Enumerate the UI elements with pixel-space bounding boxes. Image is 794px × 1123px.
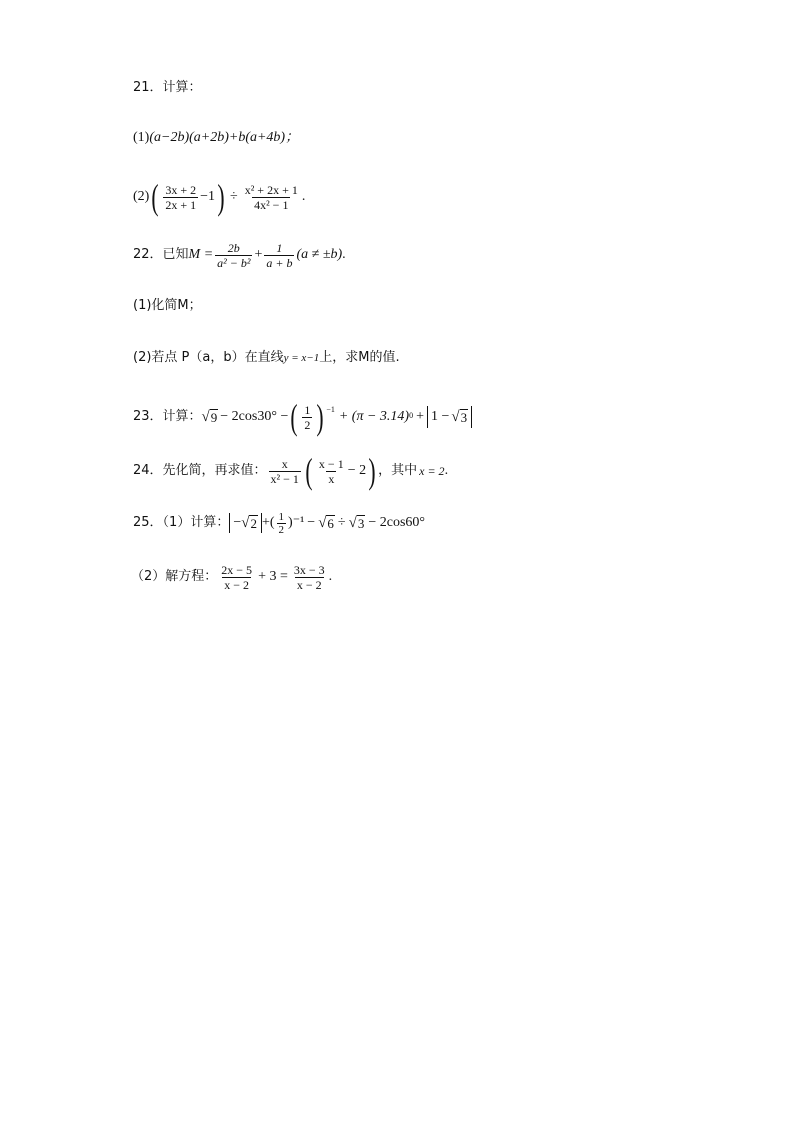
half-fraction xyxy=(302,403,312,432)
q25-absolute-value xyxy=(229,513,262,533)
cos-term: − 2cos30° − xyxy=(220,409,289,424)
fraction-1-numerator: 3x + 2 xyxy=(165,182,197,197)
q25-fraction-1 xyxy=(219,563,254,592)
q25-part2-title: （2）解方程： xyxy=(131,569,218,584)
half-numerator: 1 xyxy=(304,402,311,417)
sqrt-3-radicand: 3 xyxy=(460,410,468,425)
period: . xyxy=(328,569,333,584)
q24-condition: x = 2 xyxy=(419,464,445,478)
q22-fraction-1-denominator: a² − b² xyxy=(217,255,251,270)
q24-statement xyxy=(133,451,449,491)
right-paren: ) xyxy=(368,451,376,491)
abs-inner-text: 1 − xyxy=(431,409,450,424)
plus-open-paren: +( xyxy=(261,515,275,530)
fraction-2-numerator: x² + 2x + 1 xyxy=(244,182,298,197)
q22-fraction-1 xyxy=(215,241,252,270)
period: . xyxy=(444,463,449,478)
q25-fraction-1-denominator: x − 2 xyxy=(224,577,250,592)
close-paren-exponent: )⁻¹ xyxy=(288,515,305,530)
left-paren: ( xyxy=(151,177,159,217)
q24-fraction-2-numerator: x − 1 xyxy=(318,456,344,471)
divide-sign: ÷ xyxy=(337,515,346,530)
sqrt-9-radicand: 9 xyxy=(210,410,218,425)
q25-part1-title: 25．（1）计算： xyxy=(133,515,230,530)
q22-part2-suffix: 上，求M的值. xyxy=(319,350,400,365)
q21-title-text: 21．计算： xyxy=(133,80,202,95)
fraction-2 xyxy=(243,183,300,212)
q22-part1 xyxy=(133,296,202,316)
sqrt-3b-radicand: 3 xyxy=(357,516,365,531)
q22-lhs: M = xyxy=(188,247,214,262)
divide-sign: ÷ xyxy=(230,189,238,204)
exponent-zero: 0 xyxy=(409,411,414,420)
sqrt-6 xyxy=(318,515,335,531)
q21-part2 xyxy=(133,177,306,217)
q22-statement xyxy=(133,238,346,272)
q25-part2 xyxy=(131,560,332,594)
plus-sign: + xyxy=(416,409,424,424)
left-paren: ( xyxy=(305,451,313,491)
sqrt-3b xyxy=(349,515,366,531)
q23-statement xyxy=(133,397,472,437)
q22-fraction-1-numerator: 2b xyxy=(227,240,240,255)
q22-part2-prefix: (2)若点 P（a，b）在直线 xyxy=(133,350,284,365)
sqrt-9 xyxy=(202,409,219,425)
q22-fraction-2 xyxy=(264,241,294,270)
q23-title: 23．计算： xyxy=(133,409,202,424)
q22-title: 22．已知 xyxy=(133,247,189,262)
plus-sign: + xyxy=(254,247,263,262)
absolute-value xyxy=(427,406,472,428)
q21-part1-label: (1) xyxy=(133,130,150,145)
radical-icon: √ xyxy=(201,409,210,425)
pi-term: + (π − 3.14) xyxy=(338,409,410,424)
fraction-1-denominator: 2x + 1 xyxy=(165,197,197,212)
minus-sign: − xyxy=(307,515,316,530)
right-paren: ) xyxy=(316,397,324,437)
q25-fraction-2-denominator: x − 2 xyxy=(296,577,322,592)
sqrt-2 xyxy=(241,515,258,531)
half-denominator: 2 xyxy=(304,417,311,432)
q22-part2 xyxy=(133,348,400,368)
q24-fraction-1-numerator: x xyxy=(281,456,288,471)
right-paren: ) xyxy=(217,177,225,217)
q22-fraction-2-denominator: a + b xyxy=(266,255,293,270)
minus-one: −1 xyxy=(200,189,216,204)
q22-condition: (a ≠ ±b) xyxy=(296,247,343,262)
q24-fraction-2-denominator: x xyxy=(328,471,335,486)
q25-fraction-1-numerator: 2x − 5 xyxy=(221,562,253,577)
sqrt-3 xyxy=(451,409,468,425)
q25-fraction-2-numerator: 3x − 3 xyxy=(293,562,325,577)
abs-minus: − xyxy=(233,515,242,530)
period: . xyxy=(301,189,306,204)
radical-icon: √ xyxy=(318,515,327,531)
q25-part1 xyxy=(133,508,425,538)
q25-fraction-2 xyxy=(292,563,327,592)
q22-part1-text: (1)化简M； xyxy=(133,298,202,313)
q21-title xyxy=(133,78,202,98)
radical-icon: √ xyxy=(451,409,460,425)
q24-fraction-1 xyxy=(269,457,301,486)
q25-half-denominator: 2 xyxy=(278,523,285,536)
q21-part1-expression: (a−2b)(a+2b)+b(a+4b)； xyxy=(149,130,300,145)
q24-where: ，其中 xyxy=(378,463,418,478)
radical-icon: √ xyxy=(348,515,357,531)
minus-two: − 2 xyxy=(347,463,367,478)
q24-title: 24．先化简，再求值： xyxy=(133,463,267,478)
sqrt-6-radicand: 6 xyxy=(327,516,334,531)
cos60-term: − 2cos60° xyxy=(368,515,425,530)
fraction-1 xyxy=(163,183,198,212)
sqrt-2-radicand: 2 xyxy=(250,516,257,531)
exponent-neg-one: −1 xyxy=(326,405,335,414)
plus-three-equals: + 3 = xyxy=(258,569,288,584)
q22-fraction-2-numerator: 1 xyxy=(276,240,283,255)
fraction-2-denominator: 4x² − 1 xyxy=(254,197,289,212)
left-paren: ( xyxy=(290,397,298,437)
period: . xyxy=(342,247,346,262)
radical-icon: √ xyxy=(241,515,250,531)
q24-fraction-2 xyxy=(317,457,346,486)
q21-part2-label: (2) xyxy=(133,189,150,204)
q21-part1 xyxy=(133,128,299,148)
q24-fraction-1-denominator: x² − 1 xyxy=(270,471,299,486)
q22-line-equation: y = x−1 xyxy=(283,352,320,364)
q25-half-fraction xyxy=(277,511,287,536)
q25-half-numerator: 1 xyxy=(278,510,285,523)
